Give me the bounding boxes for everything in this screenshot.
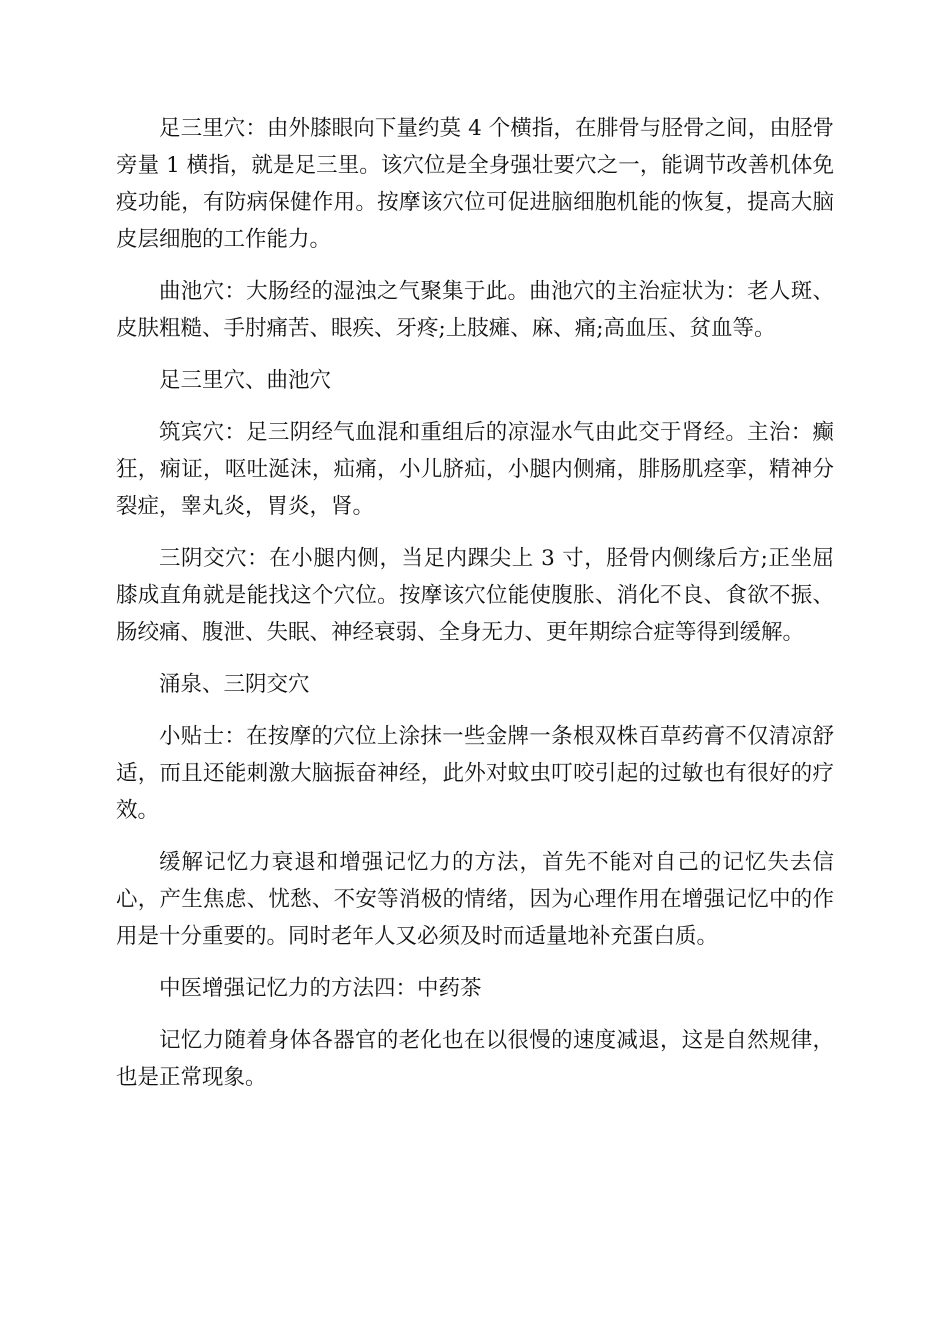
paragraph-tips: 小贴士：在按摩的穴位上涂抹一些金牌一条根双株百草药膏不仅清凉舒适，而且还能刺激大脑振奋神经，此外对蚊虫叮咬引起的过敏也有很好的疗效。 (116, 724, 834, 823)
document-body (116, 110, 834, 1111)
heading-method-four: 中医增强记忆力的方法四：中药茶 (159, 976, 482, 1001)
paragraph-sanyinjiao: 三阴交穴：在小腿内侧，当足内踝尖上 3 寸，胫骨内侧缘后方;正坐屈膝成直角就是能找这个穴位。按摩该穴位能使腹胀、消化不良、食欲不振、肠绞痛、腹泄、失眠、神经衰弱、全身无力、更年期综合症等得到缓解。 (116, 546, 834, 645)
paragraph-zusanli: 足三里穴：由外膝眼向下量约莫 4 个横指，在腓骨与胫骨之间，由胫骨旁量 1 横指，就是足三里。该穴位是全身强壮要穴之一，能调节改善机体免疫功能，有防病保健作用。按摩该穴位可促进脑细胞机能的恢复，提高大脑皮层细胞的工作能力。 (116, 116, 834, 252)
paragraph-zhubin: 筑宾穴：足三阴经气血混和重组后的凉湿水气由此交于肾经。主治：癫狂，痫证，呕吐涎沫，疝痛，小儿脐疝，小腿内侧痛，腓肠肌痉挛，精神分裂症，睾丸炎，胃炎，肾。 (116, 420, 834, 519)
caption-zusanli-quchi: 足三里穴、曲池穴 (159, 368, 332, 393)
caption-yongquan-sanyinjiao: 涌泉、三阴交穴 (159, 672, 310, 697)
paragraph-memory-decline: 记忆力随着身体各器官的老化也在以很慢的速度减退，这是自然规律，也是正常现象。 (116, 1028, 834, 1090)
paragraph-memory-relief: 缓解记忆力衰退和增强记忆力的方法，首先不能对自己的记忆失去信心，产生焦虑、忧愁、不安等消极的情绪，因为心理作用在增强记忆中的作用是十分重要的。同时老年人又必须及时而适量地补充蛋白质。 (116, 850, 834, 949)
paragraph-quchi: 曲池穴：大肠经的湿浊之气聚集于此。曲池穴的主治症状为：老人斑、皮肤粗糙、手肘痛苦、眼疾、牙疼;上肢瘫、麻、痛;高血压、贫血等。 (116, 279, 834, 341)
